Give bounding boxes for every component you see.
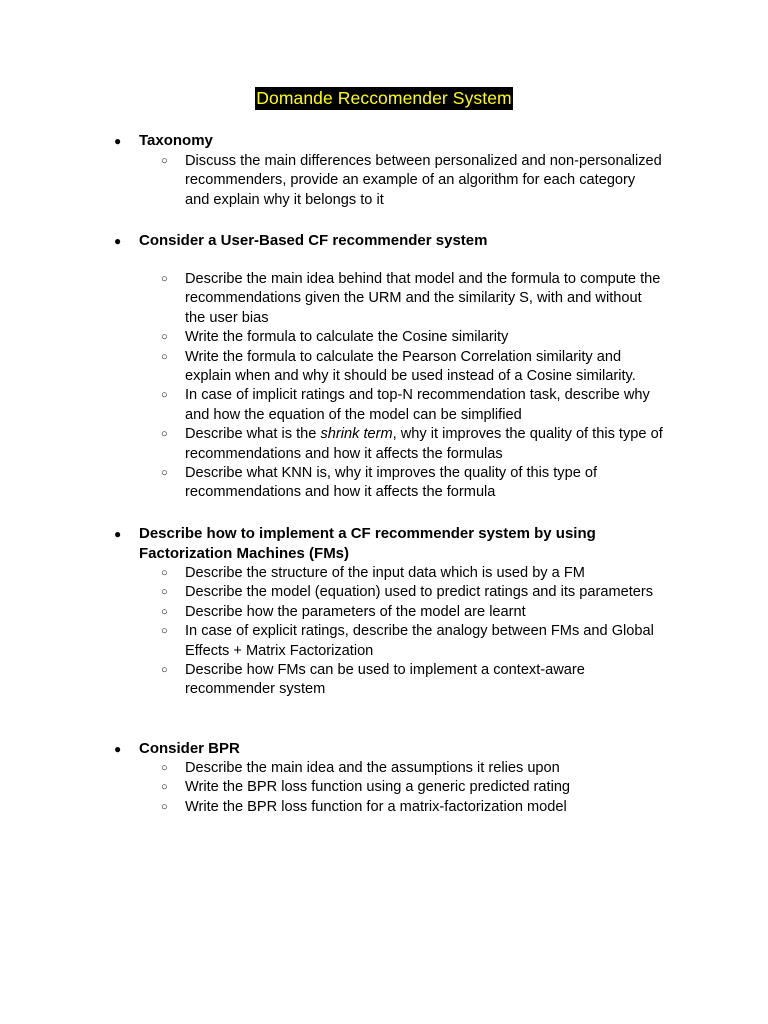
list-item bbox=[0, 622, 665, 661]
list-item-text-after: , why it improves the quality of this type of recommendations and how it affects the formulas bbox=[185, 426, 663, 462]
page-title: Domande Reccomender System bbox=[256, 88, 512, 108]
circle-bullet-icon: ○ bbox=[161, 586, 168, 599]
list-item bbox=[0, 778, 665, 797]
list-item-text: Discuss the main differences between personalized and non-personalized recommenders, provide an example of an algorithm for each category and explain why it belongs to it bbox=[185, 153, 662, 208]
list-item bbox=[0, 270, 665, 328]
list-item bbox=[0, 603, 665, 622]
list-item bbox=[0, 328, 665, 347]
circle-bullet-icon: ○ bbox=[161, 567, 168, 579]
title-row bbox=[0, 87, 768, 110]
bullet-icon: ● bbox=[114, 234, 122, 248]
list-item-text: In case of implicit ratings and top-N recommendation task, describe why and how the equation of the model can be simplified bbox=[185, 387, 650, 423]
section-taxonomy bbox=[0, 131, 768, 210]
circle-bullet-icon: ○ bbox=[161, 800, 168, 813]
list-item bbox=[0, 348, 665, 387]
section-heading bbox=[0, 524, 659, 564]
bullet-icon: ● bbox=[114, 742, 122, 756]
bullet-icon: ● bbox=[114, 134, 122, 148]
list-item-text-before: Describe what is the bbox=[185, 426, 321, 443]
section-bpr bbox=[0, 739, 768, 817]
list-item bbox=[0, 564, 665, 583]
list-item-text: Write the BPR loss function for a matrix-factorization model bbox=[185, 798, 567, 815]
circle-bullet-icon: ○ bbox=[161, 155, 168, 167]
section-heading bbox=[0, 231, 679, 251]
circle-bullet-icon: ○ bbox=[161, 428, 168, 441]
list-item-text: Describe the main idea and the assumptions it relies upon bbox=[185, 760, 560, 776]
list-item bbox=[0, 152, 663, 210]
sub-list bbox=[0, 759, 768, 817]
list-item-text: Write the formula to calculate the Cosine similarity bbox=[185, 329, 509, 346]
list-item-text: Describe the structure of the input data which is used by a FM bbox=[185, 565, 585, 581]
circle-bullet-icon: ○ bbox=[161, 273, 168, 285]
sub-list bbox=[0, 152, 768, 210]
list-item-text: Describe the model (equation) used to predict ratings and its parameters bbox=[185, 584, 654, 601]
list-item-text: Write the BPR loss function using a generic predicted rating bbox=[185, 779, 571, 796]
list-item-text: In case of explicit ratings, describe the analogy between FMs and Global Effects + Matrix Factorization bbox=[185, 623, 654, 659]
section-heading-text: Describe how to implement a CF recommender system by using Factorization Machines (FMs) bbox=[139, 525, 596, 562]
section-heading bbox=[0, 131, 679, 151]
section-heading-text: Consider BPR bbox=[139, 740, 240, 757]
list-item bbox=[0, 583, 665, 602]
list-item-text: Describe what KNN is, why it improves the quality of this type of recommendations and how it affects the formula bbox=[185, 465, 598, 501]
circle-bullet-icon: ○ bbox=[161, 664, 168, 677]
circle-bullet-icon: ○ bbox=[161, 389, 168, 402]
list-item bbox=[0, 386, 665, 425]
section-user-based-cf bbox=[0, 231, 768, 503]
circle-bullet-icon: ○ bbox=[161, 350, 168, 363]
section-factorization-machines bbox=[0, 524, 768, 700]
sub-list bbox=[0, 564, 768, 700]
list-item bbox=[0, 798, 665, 817]
list-item bbox=[0, 759, 665, 778]
shrink-term-italic: shrink term bbox=[320, 426, 393, 443]
list-item-text: Describe how FMs can be used to implement a context-aware recommender system bbox=[185, 662, 585, 698]
circle-bullet-icon: ○ bbox=[161, 781, 168, 794]
list-item-text: Describe how the parameters of the model are learnt bbox=[185, 603, 526, 620]
circle-bullet-icon: ○ bbox=[161, 331, 168, 344]
list-item-text: Describe the main idea behind that model and the formula to compute the recommendations given the URM and the similarity S, with and without the user bias bbox=[185, 271, 661, 326]
circle-bullet-icon: ○ bbox=[161, 762, 168, 774]
list-item bbox=[0, 464, 665, 503]
list-item-text: Write the formula to calculate the Pearson Correlation similarity and explain when and why it should be used instead of a Cosine similarity. bbox=[185, 348, 636, 385]
circle-bullet-icon: ○ bbox=[161, 625, 168, 638]
section-heading-text: Consider a User-Based CF recommender system bbox=[139, 232, 488, 249]
list-item bbox=[0, 661, 665, 700]
section-heading-text: Taxonomy bbox=[139, 132, 213, 149]
bullet-icon: ● bbox=[114, 527, 122, 541]
sub-list bbox=[0, 270, 768, 503]
list-item bbox=[0, 425, 665, 464]
circle-bullet-icon: ○ bbox=[161, 605, 168, 618]
circle-bullet-icon: ○ bbox=[161, 467, 168, 480]
section-heading bbox=[0, 739, 679, 759]
